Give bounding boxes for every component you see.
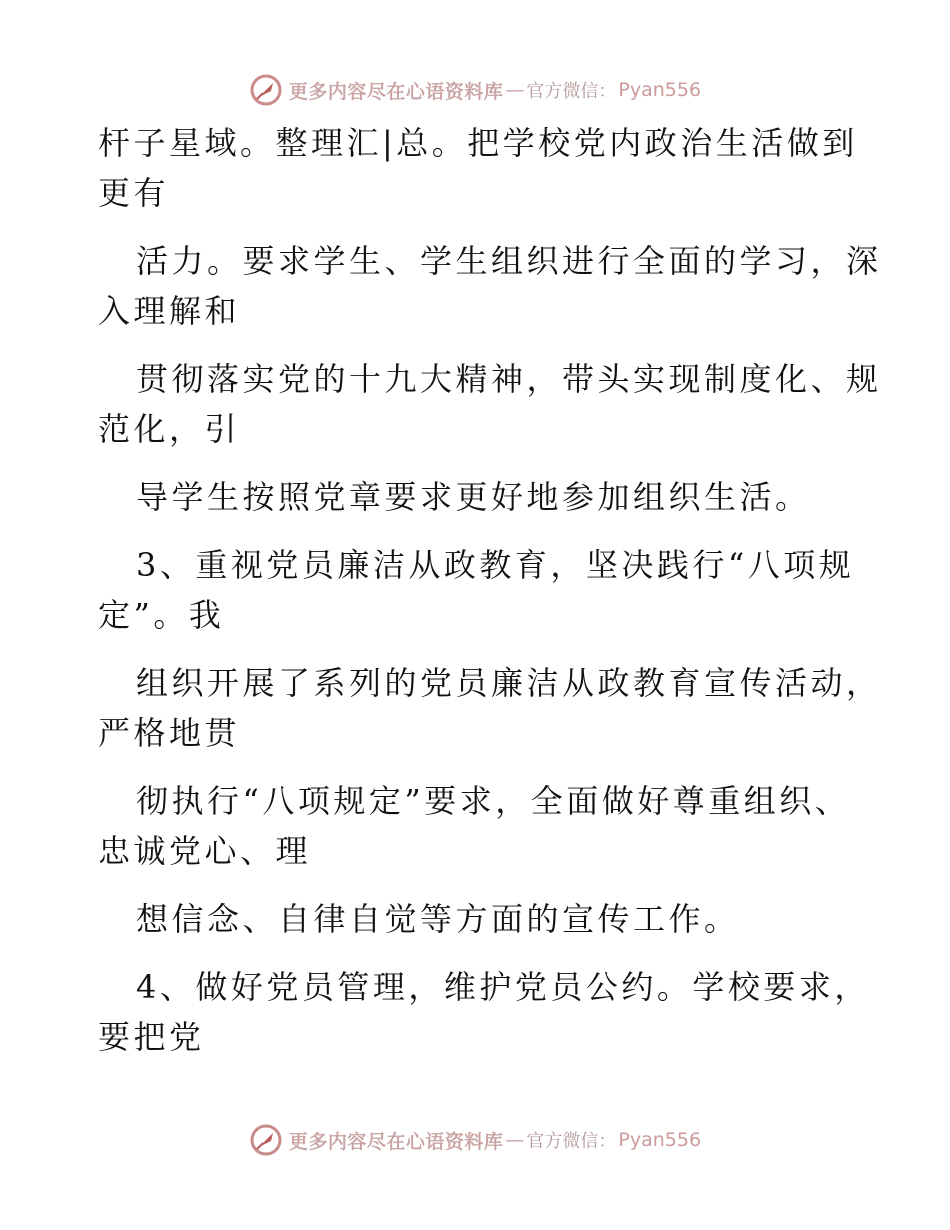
- text-line: 杆子星域。整理汇|总。把学校党内政治生活做到: [98, 124, 858, 162]
- text-line: 严格地贯: [98, 714, 241, 752]
- quill-seal-icon: [249, 1123, 283, 1157]
- text-line: 导学生按照党章要求更好地参加组织生活。: [136, 478, 811, 516]
- text-line: 组织开展了系列的党员廉洁从政教育宣传活动，: [136, 664, 882, 702]
- text-line: 贯彻落实党的十九大精神，带头实现制度化、规: [136, 360, 882, 398]
- footer-banner: [0, 1120, 950, 1160]
- text-line: 想信念、自律自觉等方面的宣传工作。: [136, 900, 740, 938]
- text-line: 要把党: [98, 1018, 205, 1056]
- text-line: 彻执行“八项规定”要求，全面做好尊重组织、: [136, 782, 851, 820]
- header-banner: [0, 70, 950, 110]
- banner-title: 更多内容尽在心语资料库: [288, 1130, 504, 1153]
- banner-dash: —: [505, 79, 525, 101]
- text-line: 入理解和: [98, 292, 241, 330]
- banner-wechat-id: Pyan556: [618, 1129, 702, 1151]
- banner-dash: —: [505, 1129, 525, 1151]
- text-line: 更有: [98, 174, 170, 212]
- text-line: 忠诚党心、理: [98, 832, 312, 870]
- banner-wechat-label: 官方微信：: [526, 1131, 617, 1152]
- text-line: 3、重视党员廉洁从政教育，坚决践行“八项规: [136, 546, 855, 584]
- banner-title: 更多内容尽在心语资料库: [288, 80, 504, 103]
- text-line: 定”。我: [98, 596, 225, 634]
- text-line: 4、做好党员管理，维护党员公约。学校要求，: [136, 968, 870, 1006]
- quill-seal-icon: [249, 73, 283, 107]
- text-line: 活力。要求学生、学生组织进行全面的学习，深: [136, 242, 882, 280]
- banner-wechat-id: Pyan556: [618, 79, 702, 101]
- banner-wechat-label: 官方微信：: [526, 81, 617, 102]
- document-body: [98, 118, 898, 1062]
- text-line: 范化，引: [98, 410, 241, 448]
